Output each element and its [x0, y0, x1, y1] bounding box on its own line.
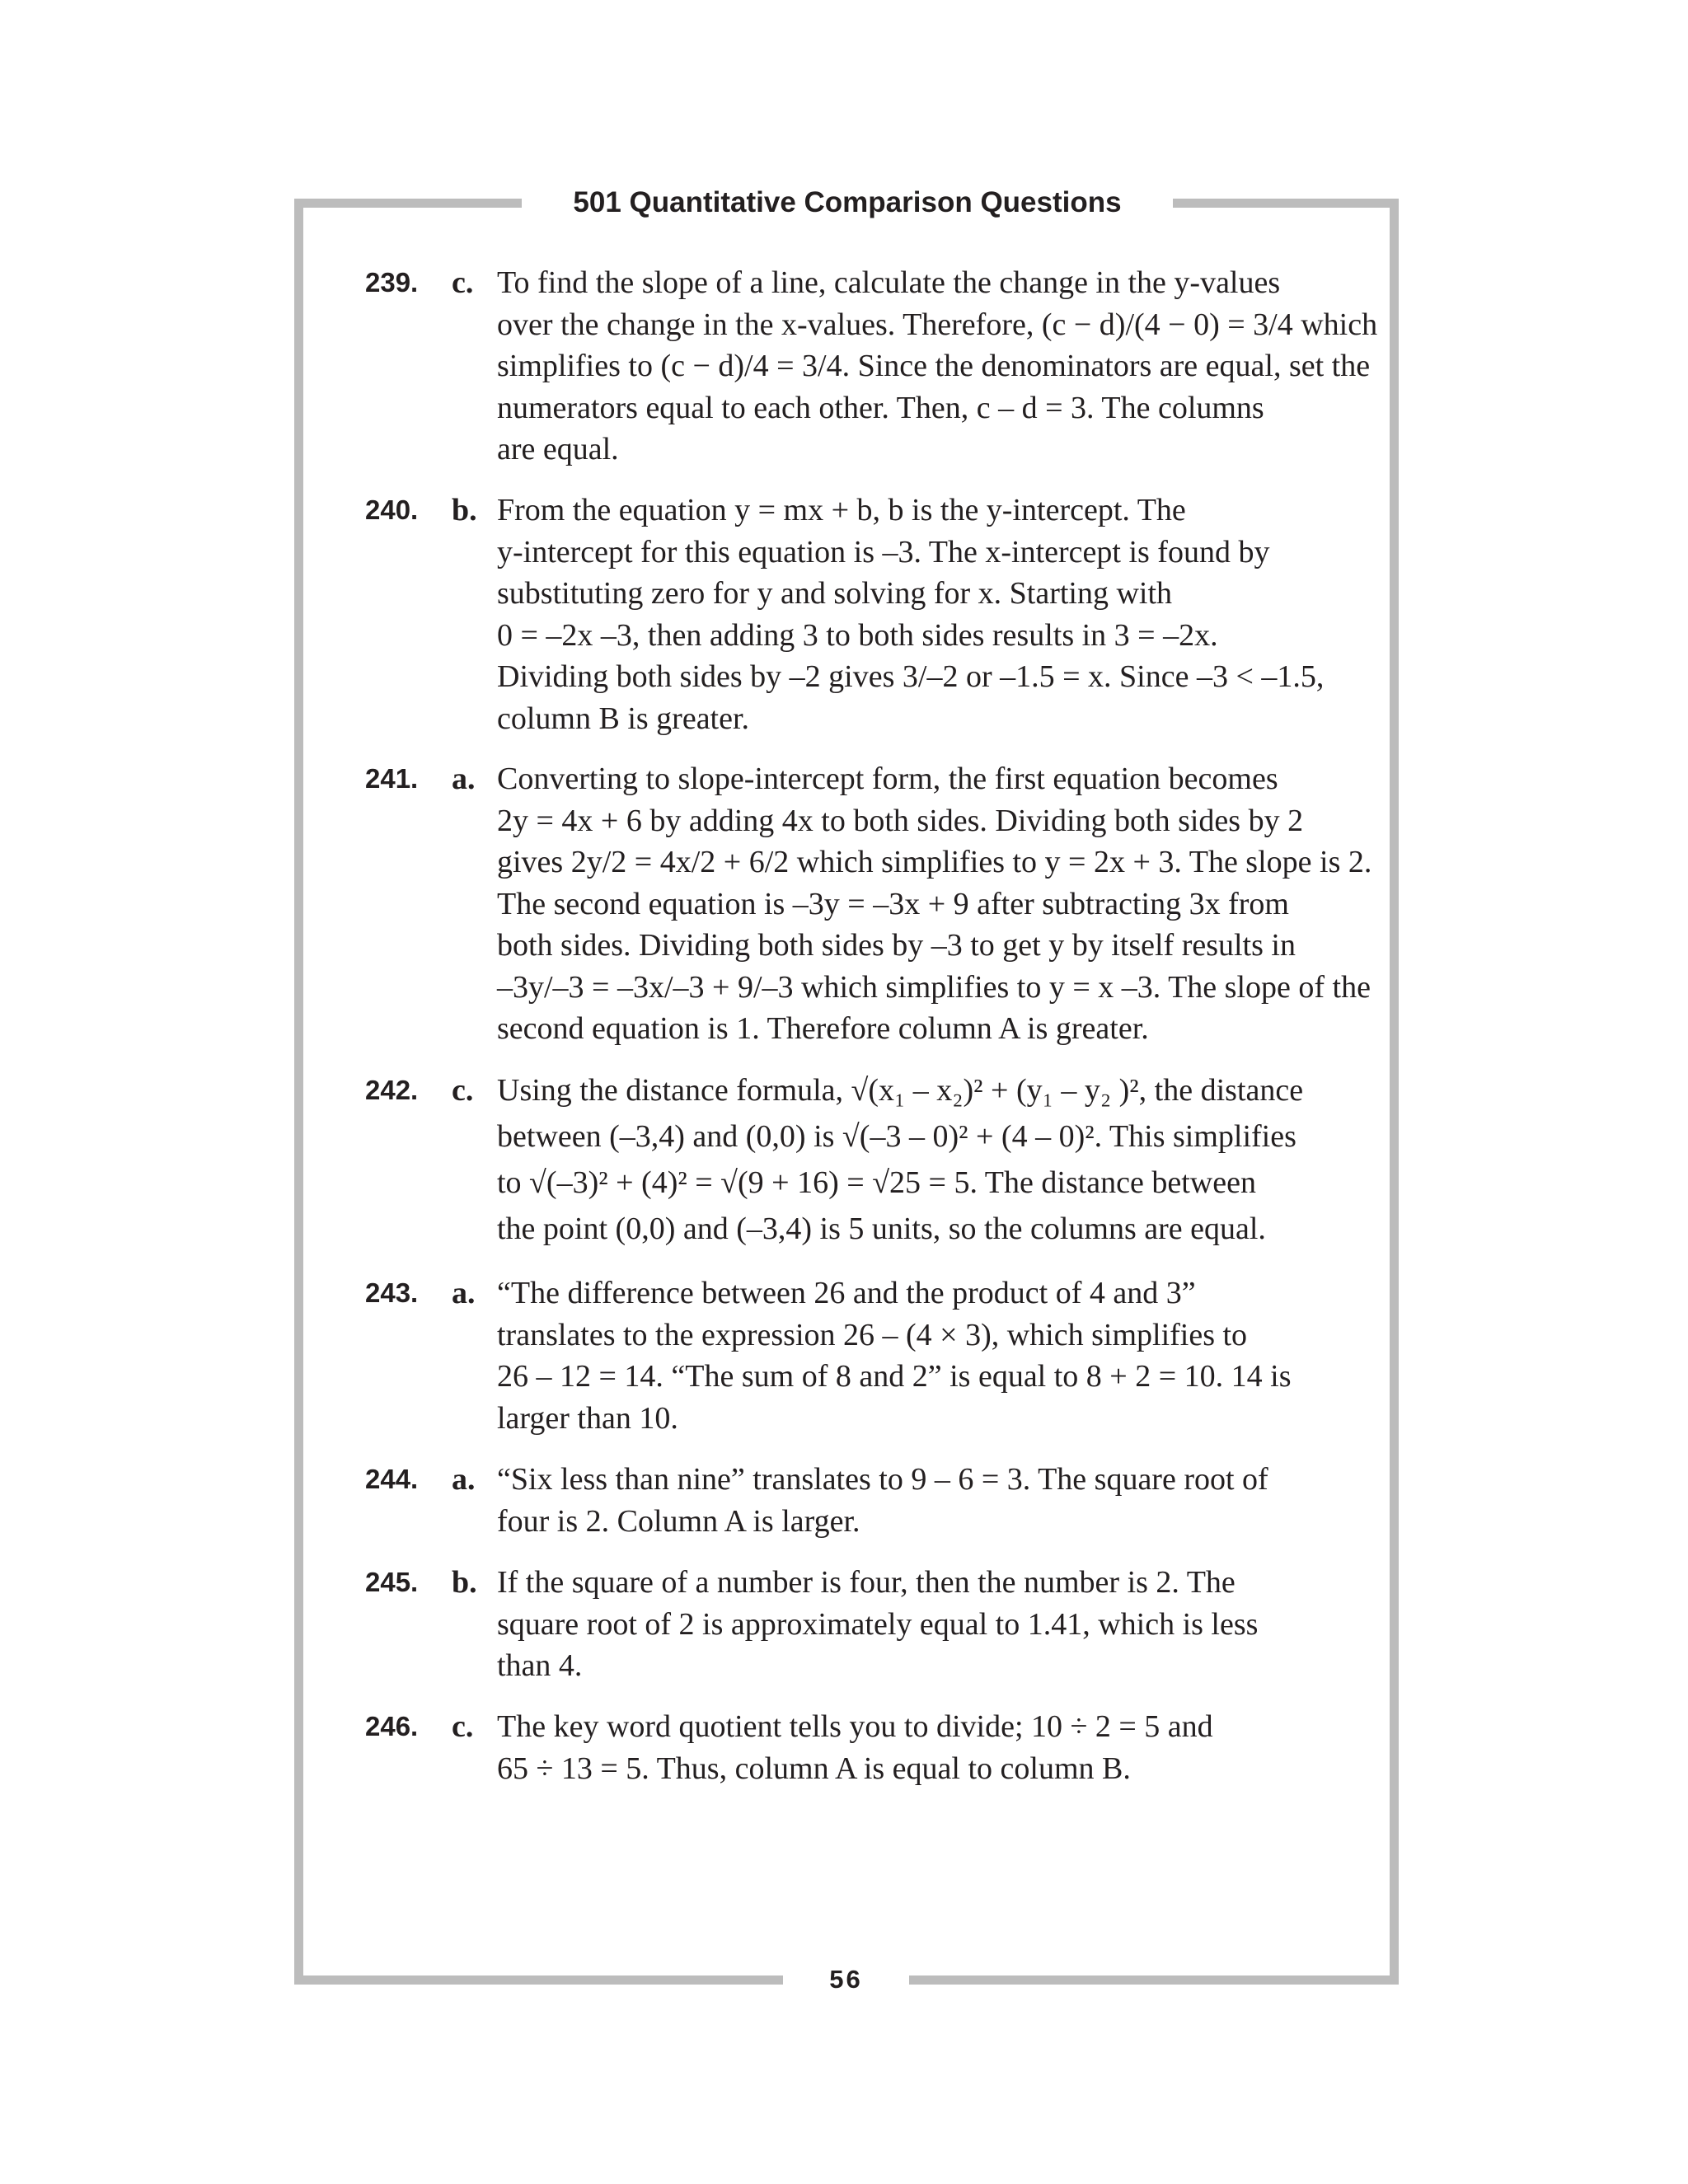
answer-line: square root of 2 is approximately equal to 1.41, which is less — [497, 1606, 1259, 1642]
frame-top-border-left — [294, 199, 522, 208]
answer-letter: c. — [452, 1709, 474, 1744]
answer-line: to √(–3)² + (4)² = √(9 + 16) = √25 = 5. The distance between — [497, 1165, 1256, 1200]
answer-line: Converting to slope-intercept form, the first equation becomes — [497, 762, 1278, 796]
answer-line: From the equation y = mx + b, b is the y-intercept. The — [497, 493, 1186, 527]
answer-line: The second equation is –3y = –3x + 9 after subtracting 3x from — [497, 886, 1289, 921]
frame-right-border — [1390, 199, 1399, 1985]
answer-letter: a. — [452, 1276, 476, 1310]
answer-line: Dividing both sides by –2 gives 3/–2 or –1.5 = x. Since –3 < –1.5, — [497, 659, 1325, 694]
answer-letter: a. — [452, 1462, 476, 1497]
answer-number: 239. — [365, 267, 419, 298]
answer-line: substituting zero for y and solving for x. Starting with — [497, 576, 1173, 611]
answer-line: the point (0,0) and (–3,4) is 5 units, so the columns are equal. — [497, 1212, 1266, 1246]
answer-line: “The difference between 26 and the product of 4 and 3” — [497, 1276, 1196, 1310]
answer-line: 26 – 12 = 14. “The sum of 8 and 2” is equal to 8 + 2 = 10. 14 is — [497, 1359, 1292, 1394]
answer-line: y-intercept for this equation is –3. The x-intercept is found by — [497, 534, 1270, 569]
frame-top-border-right — [1173, 199, 1399, 208]
answer-line: 65 ÷ 13 = 5. Thus, column A is equal to column B. — [497, 1750, 1131, 1786]
answer-line: gives 2y/2 = 4x/2 + 6/2 which simplifies to y = 2x + 3. The slope is 2. — [497, 845, 1372, 879]
answer-letter: b. — [452, 493, 477, 527]
answer-number: 244. — [365, 1464, 419, 1494]
frame-bottom-border-left — [294, 1975, 783, 1985]
answer-letter: a. — [452, 762, 476, 796]
frame-left-border — [294, 199, 303, 1985]
answer-line: second equation is 1. Therefore column A is greater. — [497, 1011, 1149, 1046]
answer-line: simplifies to (c − d)/4 = 3/4. Since the denominators are equal, set the — [497, 349, 1371, 383]
answer-number: 245. — [365, 1567, 419, 1597]
answer-line: four is 2. Column A is larger. — [497, 1503, 860, 1539]
answer-number: 242. — [365, 1075, 419, 1105]
answer-number: 241. — [365, 763, 419, 794]
answer-line: are equal. — [497, 432, 619, 466]
answer-line: To find the slope of a line, calculate the change in the y-values — [497, 265, 1281, 300]
answer-letter: c. — [452, 265, 474, 300]
answer-line: “Six less than nine” translates to 9 – 6 = 3. The square root of — [497, 1462, 1268, 1497]
answer-line: The key word quotient tells you to divide; 10 ÷ 2 = 5 and — [497, 1709, 1213, 1744]
page-header-title: 501 Quantitative Comparison Questions — [573, 186, 1122, 218]
answer-letter: c. — [452, 1073, 474, 1108]
answer-number: 240. — [365, 494, 419, 525]
answer-line: both sides. Dividing both sides by –3 to get y by itself results in — [497, 928, 1296, 963]
answer-line: larger than 10. — [497, 1400, 678, 1436]
answer-number: 243. — [365, 1277, 419, 1308]
answer-line: 2y = 4x + 6 by adding 4x to both sides. Dividing both sides by 2 — [497, 803, 1304, 838]
answer-letter: b. — [452, 1565, 477, 1600]
answer-number: 246. — [365, 1711, 419, 1741]
answer-line: column B is greater. — [497, 701, 750, 736]
frame-bottom-border-right — [909, 1975, 1399, 1985]
answer-line: between (–3,4) and (0,0) is √(–3 – 0)² + (4 – 0)². This simplifies — [497, 1119, 1296, 1154]
answer-line: over the change in the x-values. Therefore, (c − d)/(4 − 0) = 3/4 which — [497, 307, 1378, 342]
answer-line: numerators equal to each other. Then, c – d = 3. The columns — [497, 390, 1264, 425]
answer-line: 0 = –2x –3, then adding 3 to both sides results in 3 = –2x. — [497, 617, 1218, 653]
answer-line: than 4. — [497, 1648, 583, 1683]
answer-line: translates to the expression 26 – (4 × 3), which simplifies to — [497, 1317, 1248, 1352]
page-number: 56 — [829, 1965, 863, 1994]
answer-line: Using the distance formula, √(x₁ – x₂)² + (y₁ – y₂ )², the distance — [497, 1073, 1304, 1108]
answer-line: –3y/–3 = –3x/–3 + 9/–3 which simplifies to y = x –3. The slope of the — [497, 969, 1371, 1005]
answer-line: If the square of a number is four, then the number is 2. The — [497, 1565, 1236, 1600]
